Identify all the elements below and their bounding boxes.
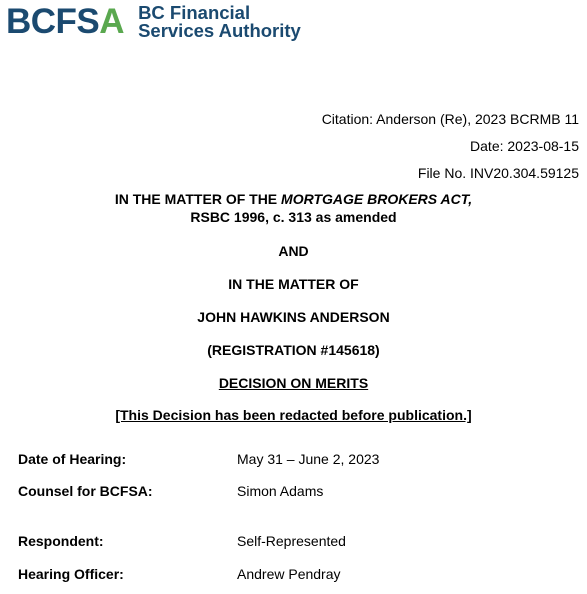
citation-block: [322, 106, 579, 187]
logo-org-name-line1: BC Financial: [138, 2, 251, 23]
detail-label: Date of Hearing:: [18, 451, 127, 467]
in-the-matter-of-heading: IN THE MATTER OF: [228, 276, 359, 292]
act-citation: RSBC 1996, c. 313 as amended: [190, 209, 397, 225]
detail-value: Andrew Pendray: [237, 566, 341, 582]
logo-org-name-line2: Services Authority: [138, 20, 301, 41]
decision-title: DECISION ON MERITS: [218, 375, 369, 391]
citation-text: Citation: Anderson (Re), 2023 BCRMB 11: [321, 111, 579, 127]
detail-label: Counsel for BCFSA:: [18, 483, 153, 499]
detail-label: Hearing Officer:: [18, 566, 124, 582]
logo-mark-letters: BCFS: [6, 2, 100, 41]
act-name: MORTGAGE BROKERS ACT,: [281, 191, 473, 207]
registration-heading: (REGISTRATION #145618): [207, 342, 380, 358]
detail-label: Respondent:: [18, 533, 104, 549]
detail-value: Self-Represented: [237, 533, 346, 549]
act-heading-prefix: IN THE MATTER OF THE: [114, 191, 282, 207]
logo-mark-accent-letter: A: [99, 2, 125, 41]
bcfsa-logo: [6, 4, 301, 40]
act-heading: [0, 190, 587, 226]
detail-value: Simon Adams: [237, 483, 324, 499]
detail-value: May 31 – June 2, 2023: [237, 451, 380, 467]
decision-date: Date: 2023-08-15: [470, 138, 579, 154]
respondent-name-heading: JOHN HAWKINS ANDERSON: [197, 309, 390, 325]
file-number: File No. INV20.304.59125: [417, 165, 579, 181]
logo-mark: [6, 4, 124, 40]
logo-org-name: [138, 4, 301, 40]
and-heading: AND: [278, 243, 309, 259]
redaction-note: [This Decision has been redacted before publication.]: [115, 407, 472, 423]
